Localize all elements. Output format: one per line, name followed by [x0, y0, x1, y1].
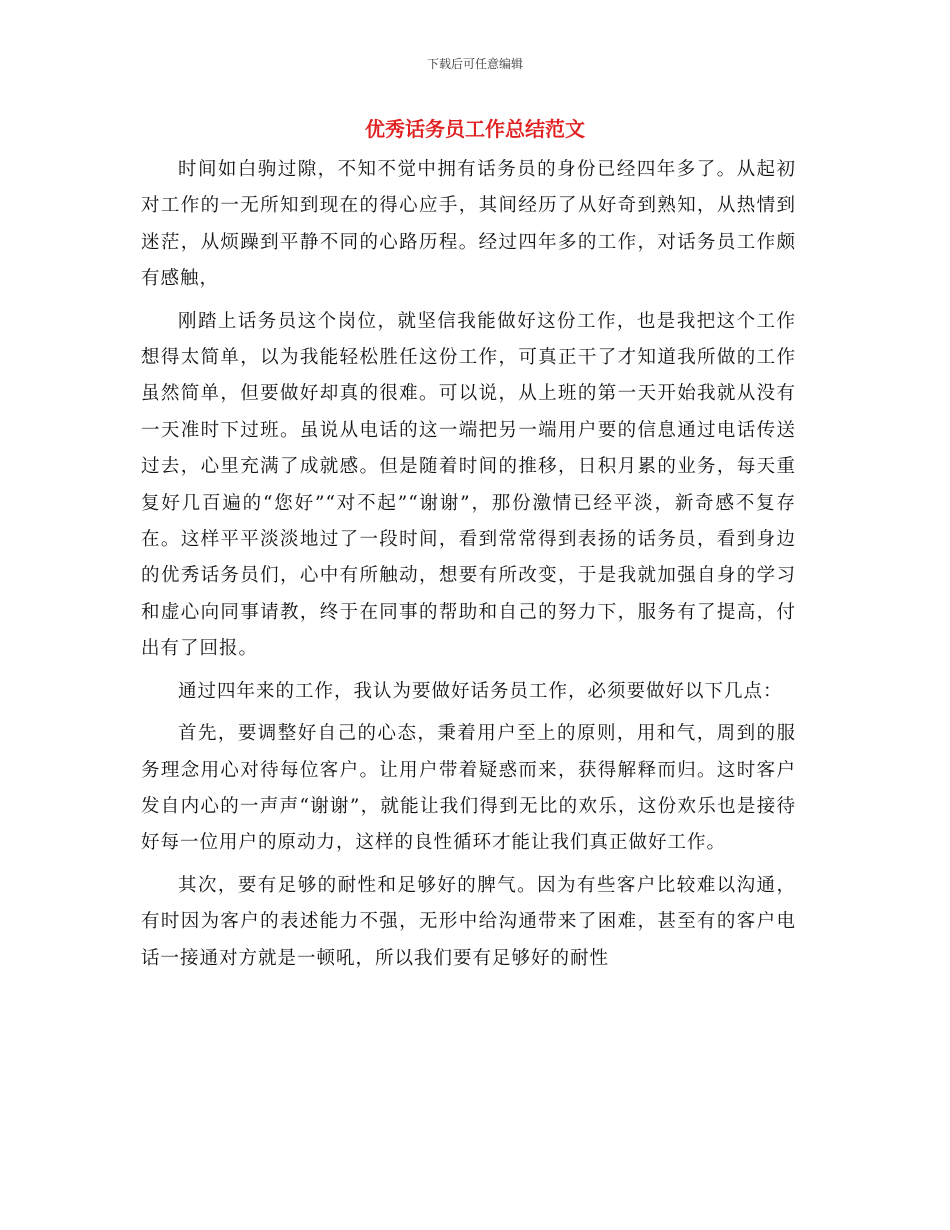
paragraph-point-first: 首先，要调整好自己的心态，秉着用户至上的原则，用和气，周到的服务理念用心对待每位客户。让用户带着疑惑而来，获得解释而归。这时客户发自内心的一声声“谢谢”，就能让我们得到无比的欢乐，这份欢乐也是接待好每一位用户的原动力，这样的良性循环才能让我们真正做好工作。: [141, 723, 796, 854]
document-title: 优秀话务员工作总结范文: [365, 117, 585, 141]
paragraph-experience: 刚踏上话务员这个岗位，就坚信我能做好这份工作，也是我把这个工作想得太简单，以为我能轻松胜任这份工作，可真正干了才知道我所做的工作虽然简单，但要做好却真的很难。可以说，从上班的第一天开始我就从没有一天准时下过班。虽说从电话的这一端把另一端用户要的信息通过电话传送过去，心里充满了成就感。但是随着时间的推移，日积月累的业务，每天重复好几百遍的“您好”“对不起”“谢谢”，那份激情已经平淡，新奇感不复存在。这样平平淡淡地过了一段时间，看到常常得到表扬的话务员，看到身边的优秀话务员们，心中有所触动，想要有所改变，于是我就加强自身的学习和虚心向同事请教，终于在同事的帮助和自己的努力下，服务有了提高，付出有了回报。: [141, 310, 796, 660]
paragraph-point-second: 其次，要有足够的耐性和足够好的脾气。因为有些客户比较难以沟通，有时因为客户的表述能力不强，无形中给沟通带来了困难，甚至有的客户电话一接通对方就是一顿吼，所以我们要有足够好的耐性: [141, 874, 796, 969]
paragraph-points-intro: 通过四年来的工作，我认为要做好话务员工作，必须要做好以下几点：: [178, 680, 783, 702]
header-note: 下载后可任意编辑: [426, 57, 523, 71]
paragraph-intro: 时间如白驹过隙，不知不觉中拥有话务员的身份已经四年多了。从起初对工作的一无所知到现在的得心应手，其间经历了从好奇到熟知，从热情到迷茫，从烦躁到平静不同的心路历程。经过四年多的工作，对话务员工作颇有感触，: [141, 159, 796, 290]
document-body: [141, 152, 796, 983]
